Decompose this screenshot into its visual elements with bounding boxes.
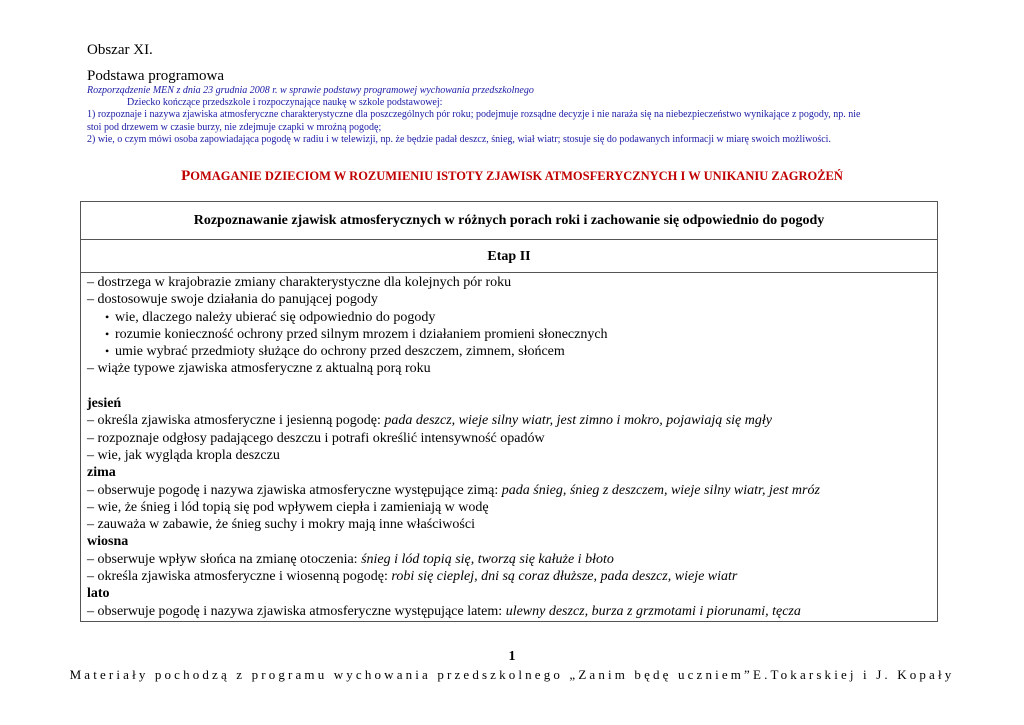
list-item (87, 482, 927, 499)
item-examples: robi się cieplej, dni są coraz dłuższe, pada deszcz, wieje wiatr (391, 569, 738, 585)
item-examples: ulewny deszcz, burza z grzmotami i piorunami, tęcza (505, 603, 801, 619)
season-heading-summer: lato (87, 586, 110, 602)
list-item: – dostosowuje swoje działania do panującej pogody (87, 292, 378, 308)
point-2-line: 2) wie, o czym mówi osoba zapowiadająca pogodę w radiu i w telewizji, np. że będzie padał deszcz, śnieg, wiał wiatr; stosuje się do podawanych informacji w miarę swoich możliwości. (87, 133, 831, 145)
list-item: – zauważa w zabawie, że śnieg suchy i mokry mają inne właściwości (87, 517, 475, 533)
heading-initial: P (181, 168, 191, 184)
item-text: – określa zjawiska atmosferyczne i jesienną pogodę: (87, 413, 385, 429)
section-title: Podstawa programowa (87, 68, 225, 84)
regulation-reference: Rozporządzenie MEN z dnia 23 grudnia 2008 r. w sprawie podstawy programowej wychowania przedszkolnego (87, 85, 534, 96)
list-item (87, 568, 927, 585)
point-1-line-a: 1) rozpoznaje i nazywa zjawiska atmosferyczne charakterystyczne dla poszczególnych pór roku; podejmuje rozsądne decyzje i nie naraża się na niebezpieczeństwo wynikające z pogody, np. nie (87, 109, 861, 121)
table-title: Rozpoznawanie zjawisk atmosferycznych w różnych porach roki i zachowanie się odpowiednio do pogody (81, 202, 937, 240)
table-content (87, 274, 927, 620)
season-heading-spring: wiosna (87, 534, 129, 550)
intro-line: Dziecko kończące przedszkole i rozpoczynające naukę w szkole podstawowej: (127, 97, 443, 108)
list-item (87, 603, 927, 620)
curriculum-excerpt (87, 97, 947, 146)
item-examples: pada śnieg, śnieg z deszczem, wieje silny wiatr, jest mróz (501, 482, 820, 498)
item-examples: śnieg i lód topią się, tworzą się kałuże i błoto (361, 551, 614, 567)
item-text: – określa zjawiska atmosferyczne i wiosenną pogodę: (87, 569, 392, 585)
bullet-text: umie wybrać przedmioty służące do ochrony przed deszczem, zimnem, słońcem (115, 344, 565, 360)
bullet-text: wie, dlaczego należy ubierać się odpowiednio do pogody (115, 309, 436, 325)
page-number: 1 (508, 649, 516, 664)
list-item: – wie, że śnieg i lód topią się pod wpływem ciepła i zamieniają w wodę (87, 499, 489, 515)
content-table (80, 201, 938, 622)
item-text: – obserwuje wpływ słońca na zmianę otoczenia: (87, 551, 362, 567)
list-item (87, 412, 927, 429)
item-text: – obserwuje pogodę i nazywa zjawiska atmosferyczne występujące latem: (87, 603, 506, 619)
bullet-item (87, 326, 927, 343)
list-item (87, 551, 927, 568)
spacer (87, 378, 927, 395)
bullet-item (87, 309, 927, 326)
season-heading-winter: zima (87, 465, 116, 481)
point-1-line-b: stoi pod drzewem w czasie burzy, nie zdejmuje czapki w mroźną pogodę; (87, 121, 382, 133)
list-item: – rozpoznaje odgłosy padającego deszczu i potrafi określić intensywność opadów (87, 430, 545, 446)
bullet-item (87, 343, 927, 360)
heading-rest: OMAGANIE DZIECIOM W ROZUMIENIU ISTOTY ZJAWISK ATMOSFERYCZNYCH I W UNIKANIU ZAGROŻEŃ (190, 169, 843, 183)
season-heading-autumn: jesień (87, 396, 122, 412)
item-examples: pada deszcz, wieje silny wiatr, jest zimno i mokro, pojawiają się mgły (384, 413, 772, 429)
list-item: – dostrzega w krajobrazie zmiany charakterystyczne dla kolejnych pór roku (87, 275, 512, 290)
bullet-text: rozumie konieczność ochrony przed silnym mrozem i działaniem promieni słonecznych (115, 326, 608, 342)
stage-label: Etap II (81, 240, 937, 273)
area-label: Obszar XI. (87, 42, 153, 58)
footer-credit: Materiały pochodzą z programu wychowania przedszkolnego „Zanim będę uczniem”E.Tokarskiej i J. Kopały (69, 667, 955, 682)
list-item: – wiąże typowe zjawiska atmosferyczne z aktualną porą roku (87, 361, 431, 377)
list-item: – wie, jak wygląda kropla deszczu (87, 447, 280, 463)
item-text: – obserwuje pogodę i nazywa zjawiska atmosferyczne występujące zimą: (87, 482, 502, 498)
section-heading (0, 168, 1024, 185)
